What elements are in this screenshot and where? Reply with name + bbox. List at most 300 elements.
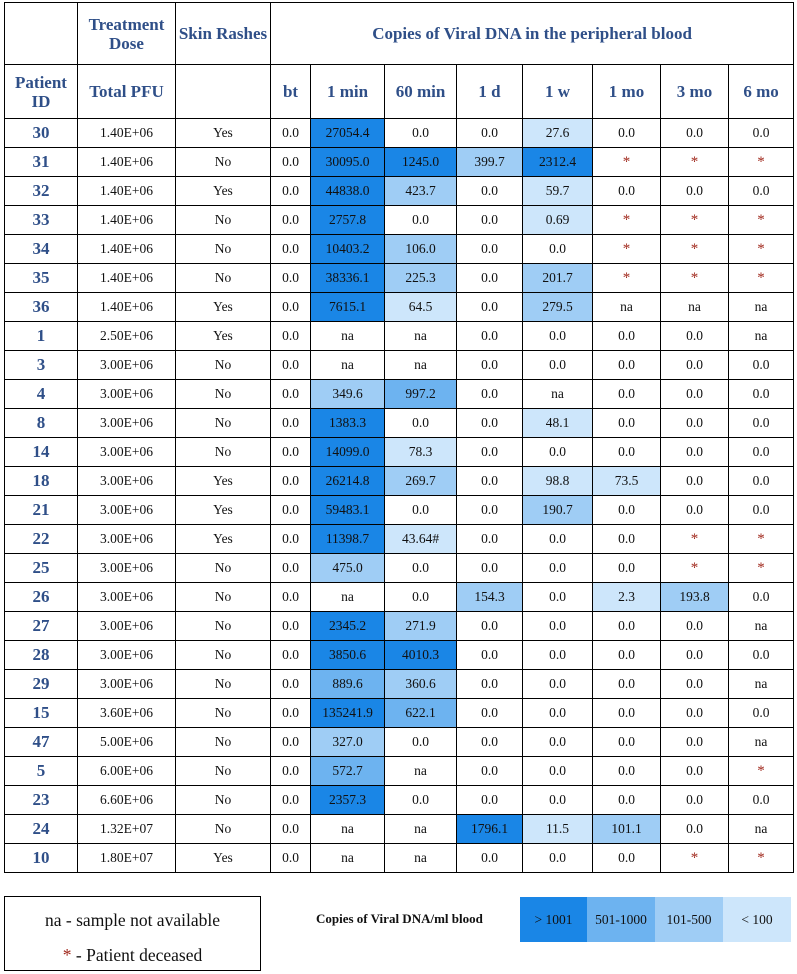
rash-cell: No: [176, 148, 271, 177]
dna-value-cell: 0.0: [457, 554, 523, 583]
dose-cell: 3.00E+06: [78, 467, 176, 496]
dna-value-cell: 349.6: [311, 380, 385, 409]
dna-value-cell: 0.0: [593, 322, 661, 351]
dna-value-cell: 44838.0: [311, 177, 385, 206]
patient-id-cell: 22: [5, 525, 78, 554]
patient-id-cell: 30: [5, 119, 78, 148]
dna-value-cell: 0.0: [271, 815, 311, 844]
dna-value-cell: 0.0: [523, 525, 593, 554]
dna-value-cell: 0.0: [271, 844, 311, 873]
table-row: [5, 206, 794, 235]
dna-value-cell: 1245.0: [385, 148, 457, 177]
dna-value-cell: 0.0: [729, 467, 794, 496]
dose-cell: 3.00E+06: [78, 351, 176, 380]
dose-cell: 3.00E+06: [78, 670, 176, 699]
dna-value-cell: 0.0: [271, 235, 311, 264]
patient-id-cell: 29: [5, 670, 78, 699]
dna-value-cell: 0.0: [457, 757, 523, 786]
dna-value-cell: na: [385, 351, 457, 380]
table-row: [5, 467, 794, 496]
dna-value-cell: 0.0: [661, 351, 729, 380]
dose-cell: 1.40E+06: [78, 177, 176, 206]
patient-id-cell: 32: [5, 177, 78, 206]
timepoint-header: 1 w: [523, 65, 593, 119]
patient-id-cell: 8: [5, 409, 78, 438]
dna-value-cell: *: [593, 264, 661, 293]
dna-value-cell: 0.0: [729, 438, 794, 467]
rash-cell: No: [176, 670, 271, 699]
dna-value-cell: 27.6: [523, 119, 593, 148]
dna-value-cell: *: [729, 844, 794, 873]
dose-cell: 3.00E+06: [78, 612, 176, 641]
dna-value-cell: 48.1: [523, 409, 593, 438]
dna-value-cell: 269.7: [385, 467, 457, 496]
dna-value-cell: 0.0: [593, 757, 661, 786]
dna-value-cell: 0.0: [271, 496, 311, 525]
dna-value-cell: 0.0: [729, 496, 794, 525]
dna-value-cell: 10403.2: [311, 235, 385, 264]
dna-value-cell: na: [729, 670, 794, 699]
dna-value-cell: *: [729, 206, 794, 235]
dna-value-cell: 889.6: [311, 670, 385, 699]
table-row: [5, 322, 794, 351]
dna-value-cell: 0.0: [661, 409, 729, 438]
dna-value-cell: 0.0: [271, 728, 311, 757]
timepoint-header: 60 min: [385, 65, 457, 119]
rash-cell: No: [176, 757, 271, 786]
dna-value-cell: 135241.9: [311, 699, 385, 728]
dna-value-cell: 0.0: [523, 438, 593, 467]
dna-value-cell: 0.0: [457, 322, 523, 351]
dna-value-cell: 0.0: [729, 786, 794, 815]
dna-value-cell: na: [385, 844, 457, 873]
dna-value-cell: 0.0: [457, 177, 523, 206]
dna-value-cell: 0.0: [661, 757, 729, 786]
dose-cell: 6.60E+06: [78, 786, 176, 815]
rash-cell: No: [176, 786, 271, 815]
deceased-note-line: [5, 945, 260, 966]
dose-cell: 3.00E+06: [78, 438, 176, 467]
table-body: [5, 3, 794, 873]
dna-value-cell: 0.0: [729, 409, 794, 438]
rash-cell: Yes: [176, 322, 271, 351]
patient-id-header: Patient ID: [5, 65, 78, 119]
dna-value-cell: 0.0: [523, 322, 593, 351]
dna-value-cell: na: [729, 815, 794, 844]
dna-value-cell: 0.0: [593, 728, 661, 757]
dna-value-cell: 0.69: [523, 206, 593, 235]
rash-cell: No: [176, 351, 271, 380]
patient-id-cell: 10: [5, 844, 78, 873]
dna-value-cell: 0.0: [523, 235, 593, 264]
dna-value-cell: na: [385, 322, 457, 351]
dna-value-cell: 2357.3: [311, 786, 385, 815]
dose-cell: 3.00E+06: [78, 641, 176, 670]
dna-value-cell: 0.0: [593, 525, 661, 554]
patient-id-cell: 33: [5, 206, 78, 235]
scale-bin: > 1001: [520, 897, 587, 942]
dna-value-cell: *: [661, 844, 729, 873]
dose-cell: 3.00E+06: [78, 380, 176, 409]
dna-value-cell: 27054.4: [311, 119, 385, 148]
dna-value-cell: 30095.0: [311, 148, 385, 177]
dna-value-cell: 0.0: [523, 670, 593, 699]
dna-value-cell: *: [661, 525, 729, 554]
patient-id-cell: 21: [5, 496, 78, 525]
dna-value-cell: *: [729, 264, 794, 293]
table-row: [5, 641, 794, 670]
dna-value-cell: 0.0: [661, 438, 729, 467]
rash-cell: No: [176, 235, 271, 264]
dna-value-cell: 0.0: [593, 844, 661, 873]
dna-value-cell: 0.0: [457, 409, 523, 438]
dna-value-cell: 0.0: [661, 119, 729, 148]
dna-value-cell: 225.3: [385, 264, 457, 293]
dna-value-cell: 0.0: [457, 525, 523, 554]
table-row: [5, 235, 794, 264]
dna-value-cell: 0.0: [523, 844, 593, 873]
dna-value-cell: *: [729, 757, 794, 786]
dna-value-cell: 0.0: [457, 496, 523, 525]
table-row: [5, 699, 794, 728]
rash-cell: No: [176, 409, 271, 438]
patient-id-cell: 4: [5, 380, 78, 409]
dna-value-cell: na: [385, 815, 457, 844]
table-row: [5, 844, 794, 873]
treatment-dose-header: Treatment Dose: [78, 3, 176, 65]
dna-value-cell: 0.0: [271, 438, 311, 467]
dna-value-cell: 0.0: [661, 728, 729, 757]
rash-cell: No: [176, 699, 271, 728]
patient-id-cell: 34: [5, 235, 78, 264]
dna-value-cell: 0.0: [271, 583, 311, 612]
dna-value-cell: na: [385, 757, 457, 786]
dna-value-cell: 0.0: [661, 496, 729, 525]
dna-value-cell: 0.0: [729, 119, 794, 148]
dna-value-cell: na: [593, 293, 661, 322]
dna-value-cell: *: [593, 206, 661, 235]
dna-value-cell: 2757.8: [311, 206, 385, 235]
dna-value-cell: 1796.1: [457, 815, 523, 844]
table-row: [5, 409, 794, 438]
dna-value-cell: 0.0: [729, 177, 794, 206]
dna-value-cell: 360.6: [385, 670, 457, 699]
dose-cell: 1.32E+07: [78, 815, 176, 844]
dna-value-cell: 0.0: [271, 264, 311, 293]
dose-cell: 3.00E+06: [78, 583, 176, 612]
dna-value-cell: 0.0: [271, 641, 311, 670]
dna-value-cell: 327.0: [311, 728, 385, 757]
rash-cell: Yes: [176, 177, 271, 206]
dose-cell: 6.00E+06: [78, 757, 176, 786]
table-row: [5, 728, 794, 757]
dna-value-cell: 0.0: [523, 641, 593, 670]
patient-id-cell: 3: [5, 351, 78, 380]
table-row: [5, 583, 794, 612]
dna-value-cell: na: [311, 322, 385, 351]
table-row: [5, 119, 794, 148]
dna-value-cell: 0.0: [593, 177, 661, 206]
timepoint-header: 1 min: [311, 65, 385, 119]
dna-value-cell: 0.0: [523, 351, 593, 380]
patient-id-cell: 31: [5, 148, 78, 177]
dna-value-cell: 0.0: [271, 293, 311, 322]
dna-value-cell: 0.0: [457, 351, 523, 380]
dna-value-cell: 0.0: [271, 380, 311, 409]
dna-value-cell: 0.0: [457, 728, 523, 757]
dna-value-cell: 0.0: [661, 786, 729, 815]
rash-cell: No: [176, 264, 271, 293]
dna-value-cell: *: [661, 264, 729, 293]
legend-box: [4, 896, 261, 971]
dna-value-cell: 0.0: [523, 612, 593, 641]
rash-cell: No: [176, 815, 271, 844]
scale-bin: 501-1000: [587, 897, 655, 942]
dna-value-cell: 0.0: [385, 119, 457, 148]
scale-bin: 101-500: [655, 897, 723, 942]
scale-bin: < 100: [723, 897, 791, 942]
timepoint-header: 1 mo: [593, 65, 661, 119]
dna-value-cell: 279.5: [523, 293, 593, 322]
dna-value-cell: 0.0: [271, 670, 311, 699]
dna-value-cell: 0.0: [457, 699, 523, 728]
dna-value-cell: na: [661, 293, 729, 322]
header-row-1: [5, 3, 794, 65]
dna-value-cell: 0.0: [729, 583, 794, 612]
patient-id-cell: 1: [5, 322, 78, 351]
dna-value-cell: 43.64#: [385, 525, 457, 554]
dna-value-cell: 11398.7: [311, 525, 385, 554]
patient-id-cell: 24: [5, 815, 78, 844]
dose-cell: 1.40E+06: [78, 148, 176, 177]
dna-value-cell: na: [729, 728, 794, 757]
table-row: [5, 554, 794, 583]
dna-value-cell: 7615.1: [311, 293, 385, 322]
dose-cell: 3.00E+06: [78, 409, 176, 438]
dna-value-cell: *: [729, 525, 794, 554]
patient-id-cell: 35: [5, 264, 78, 293]
dna-value-cell: na: [311, 351, 385, 380]
patient-id-cell: 47: [5, 728, 78, 757]
table-row: [5, 351, 794, 380]
dna-value-cell: 0.0: [457, 119, 523, 148]
dna-value-cell: 14099.0: [311, 438, 385, 467]
rash-cell: No: [176, 206, 271, 235]
dna-value-cell: 0.0: [729, 699, 794, 728]
header-row-2: [5, 65, 794, 119]
dna-value-cell: 0.0: [385, 786, 457, 815]
dna-value-cell: 11.5: [523, 815, 593, 844]
patient-id-cell: 36: [5, 293, 78, 322]
dna-value-cell: 64.5: [385, 293, 457, 322]
dna-value-cell: 0.0: [457, 380, 523, 409]
patient-id-cell: 15: [5, 699, 78, 728]
dna-value-cell: 0.0: [457, 612, 523, 641]
dna-value-cell: 0.0: [729, 380, 794, 409]
dna-value-cell: 0.0: [593, 786, 661, 815]
dna-value-cell: 423.7: [385, 177, 457, 206]
dna-value-cell: 73.5: [593, 467, 661, 496]
dna-value-cell: 2.3: [593, 583, 661, 612]
dna-value-cell: 0.0: [385, 409, 457, 438]
dna-value-cell: 0.0: [271, 322, 311, 351]
dna-value-cell: 2345.2: [311, 612, 385, 641]
dna-value-cell: 0.0: [593, 119, 661, 148]
dna-value-cell: *: [729, 148, 794, 177]
dna-value-cell: 0.0: [729, 641, 794, 670]
deceased-note: - Patient deceased: [71, 945, 203, 965]
dna-value-cell: 3850.6: [311, 641, 385, 670]
dna-value-cell: 201.7: [523, 264, 593, 293]
dna-value-cell: 0.0: [385, 583, 457, 612]
dna-value-cell: 0.0: [271, 525, 311, 554]
dna-value-cell: 0.0: [271, 351, 311, 380]
dose-cell: 3.00E+06: [78, 496, 176, 525]
patient-id-cell: 28: [5, 641, 78, 670]
dna-value-cell: 0.0: [457, 264, 523, 293]
dose-cell: 1.40E+06: [78, 119, 176, 148]
dna-value-cell: 0.0: [457, 235, 523, 264]
dna-value-cell: 0.0: [661, 322, 729, 351]
dna-value-cell: 0.0: [661, 612, 729, 641]
dna-value-cell: 26214.8: [311, 467, 385, 496]
dna-value-cell: 193.8: [661, 583, 729, 612]
table-row: [5, 757, 794, 786]
dna-value-cell: 106.0: [385, 235, 457, 264]
rash-cell: No: [176, 438, 271, 467]
dose-cell: 1.40E+06: [78, 206, 176, 235]
dna-value-cell: 0.0: [457, 206, 523, 235]
dna-value-cell: 0.0: [593, 351, 661, 380]
dose-cell: 2.50E+06: [78, 322, 176, 351]
copies-title-header: Copies of Viral DNA in the peripheral blood: [271, 3, 794, 65]
dna-value-cell: *: [729, 554, 794, 583]
dna-value-cell: 0.0: [523, 757, 593, 786]
dna-value-cell: 0.0: [729, 351, 794, 380]
total-pfu-header: Total PFU: [78, 65, 176, 119]
dna-value-cell: 190.7: [523, 496, 593, 525]
patient-id-cell: 5: [5, 757, 78, 786]
dna-value-cell: 572.7: [311, 757, 385, 786]
rash-cell: No: [176, 612, 271, 641]
rash-cell: No: [176, 641, 271, 670]
dna-value-cell: 0.0: [271, 148, 311, 177]
dna-value-cell: *: [593, 235, 661, 264]
dna-value-cell: na: [311, 815, 385, 844]
dna-value-cell: *: [661, 235, 729, 264]
rash-cell: No: [176, 583, 271, 612]
table-row: [5, 786, 794, 815]
dna-value-cell: na: [311, 844, 385, 873]
dna-value-cell: 997.2: [385, 380, 457, 409]
dose-cell: 5.00E+06: [78, 728, 176, 757]
patient-id-cell: 23: [5, 786, 78, 815]
dna-value-cell: *: [661, 206, 729, 235]
dna-value-cell: 154.3: [457, 583, 523, 612]
dna-value-cell: 0.0: [271, 757, 311, 786]
dose-cell: 1.40E+06: [78, 293, 176, 322]
dna-value-cell: 78.3: [385, 438, 457, 467]
timepoint-header: 1 d: [457, 65, 523, 119]
patient-id-cell: 14: [5, 438, 78, 467]
table-row: [5, 670, 794, 699]
rash-cell: Yes: [176, 844, 271, 873]
dna-value-cell: *: [593, 148, 661, 177]
table-row: [5, 496, 794, 525]
dose-cell: 1.40E+06: [78, 264, 176, 293]
dna-value-cell: 0.0: [593, 699, 661, 728]
dna-value-cell: *: [661, 148, 729, 177]
patient-id-cell: 27: [5, 612, 78, 641]
table-row: [5, 148, 794, 177]
dna-value-cell: 0.0: [271, 409, 311, 438]
dna-value-cell: na: [729, 612, 794, 641]
dna-value-cell: 0.0: [593, 554, 661, 583]
rash-cell: Yes: [176, 496, 271, 525]
dna-value-cell: 0.0: [593, 670, 661, 699]
rash-cell: Yes: [176, 293, 271, 322]
dna-value-cell: 0.0: [385, 496, 457, 525]
dna-value-cell: 101.1: [593, 815, 661, 844]
dose-cell: 3.60E+06: [78, 699, 176, 728]
dna-value-cell: 0.0: [457, 844, 523, 873]
table-row: [5, 264, 794, 293]
patient-id-cell: 18: [5, 467, 78, 496]
dna-value-cell: 0.0: [661, 467, 729, 496]
dna-value-cell: na: [729, 322, 794, 351]
dna-value-cell: 1383.3: [311, 409, 385, 438]
dna-value-cell: 475.0: [311, 554, 385, 583]
dna-value-cell: 0.0: [593, 438, 661, 467]
table-row: [5, 380, 794, 409]
dna-value-cell: 0.0: [457, 641, 523, 670]
dna-value-cell: 0.0: [457, 438, 523, 467]
dna-value-cell: 0.0: [271, 612, 311, 641]
color-scale-title: Copies of Viral DNA/ml blood: [316, 911, 483, 926]
dna-value-cell: 0.0: [385, 728, 457, 757]
dna-value-cell: 0.0: [457, 670, 523, 699]
rash-cell: Yes: [176, 119, 271, 148]
dna-value-cell: 0.0: [523, 728, 593, 757]
rash-subheader-empty: [176, 65, 271, 119]
dna-value-cell: 0.0: [523, 699, 593, 728]
viral-dna-table: [4, 2, 794, 873]
dna-value-cell: 0.0: [593, 380, 661, 409]
patient-id-cell: 26: [5, 583, 78, 612]
rash-cell: Yes: [176, 525, 271, 554]
dna-value-cell: 622.1: [385, 699, 457, 728]
dose-cell: 1.40E+06: [78, 235, 176, 264]
table-row: [5, 525, 794, 554]
dna-value-cell: 0.0: [385, 554, 457, 583]
dna-value-cell: 0.0: [457, 786, 523, 815]
dna-value-cell: 0.0: [593, 496, 661, 525]
dna-value-cell: 38336.1: [311, 264, 385, 293]
dna-value-cell: 0.0: [271, 206, 311, 235]
dna-value-cell: 0.0: [457, 293, 523, 322]
table-row: [5, 815, 794, 844]
dna-value-cell: 4010.3: [385, 641, 457, 670]
dna-value-cell: 0.0: [661, 815, 729, 844]
dna-value-cell: 98.8: [523, 467, 593, 496]
dna-value-cell: 0.0: [385, 206, 457, 235]
dna-value-cell: 0.0: [271, 786, 311, 815]
dna-value-cell: *: [729, 235, 794, 264]
dna-value-cell: 0.0: [593, 409, 661, 438]
table-row: [5, 177, 794, 206]
timepoint-header: bt: [271, 65, 311, 119]
skin-rashes-header: Skin Rashes: [176, 3, 271, 65]
